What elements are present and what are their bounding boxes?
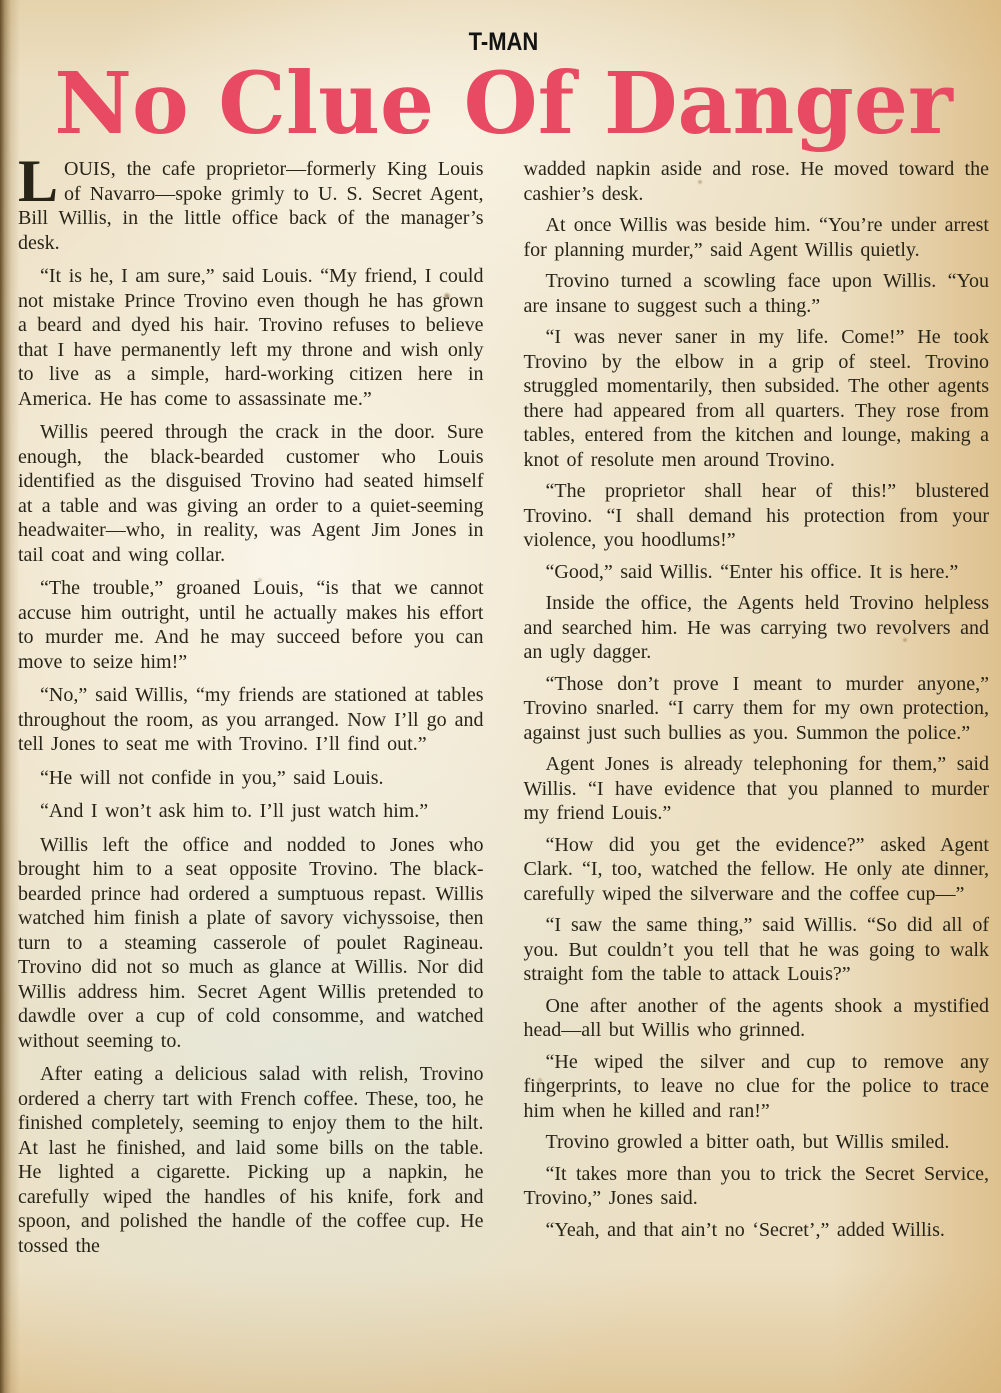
story-paragraph: “I saw the same thing,” said Willis. “So did all of you. But couldn’t you tell that he was going to walk straight fom the table to attack Louis?” (523, 914, 989, 985)
story-paragraph: One after another of the agents shook a mystified head—all but Willis who grinned. (523, 994, 989, 1041)
right-column (524, 157, 990, 1249)
story-paragraph: Agent Jones is already telephoning for them,” said Willis. “I have evidence that you planned to murder my friend Louis.” (523, 753, 989, 824)
story-paragraph: “It takes more than you to trick the Secret Service, Trovino,” Jones said. (523, 1162, 989, 1209)
story-paragraph: “He will not confide in you,” said Louis. (40, 766, 384, 789)
text-columns (18, 148, 989, 1267)
story-paragraph: “The trouble,” groaned Louis, “is that we cannot accuse him outright, until he actually makes his effort to murder me. And he may succeed before you can move to seize him!” (18, 577, 484, 673)
story-paragraph: “Yeah, and that ain’t no ‘Secret’,” added Willis. (545, 1218, 945, 1241)
story-paragraph: “He wiped the silver and cup to remove any fingerprints, to leave no clue for the police to trace him when he killed and ran!” (523, 1050, 989, 1122)
story-paragraph-text: OUIS, the cafe proprietor—formerly King Louis of Navarro—spoke grimly to U. S. Secret Agent, Bill Willis, in the little office back of the manager’s desk. (18, 158, 484, 254)
story-paragraph: At once Willis was beside him. “You’re under arrest for planning murder,” said Agent Willis quietly. (523, 214, 989, 261)
story-paragraph: Inside the office, the Agents held Trovino helpless and searched him. He was carrying two revolvers and an ugly dagger. (523, 592, 989, 663)
story-paragraph: “Those don’t prove I meant to murder anyone,” Trovino snarled. “I carry them for my own protection, against just such bullies as you. Summon the police.” (523, 672, 989, 744)
story-paragraph (18, 148, 484, 255)
magazine-title: T-MAN (468, 28, 539, 56)
story-paragraph: Willis left the office and nodded to Jones who brought him to a seat opposite Trovino. The black-bearded prince had ordered a sumptuous repast. Willis watched him finish a plate of savory vichyssoise, then turn to a steaming casserole of poulet Ragineau. Trovino did not so much as glance at Willis. Nor did Willis address him. Secret Agent Willis pretended to dawdle over a cup of cold consomme, and watched without seeming to. (18, 833, 484, 1052)
story-paragraph: “It is he, I am sure,” said Louis. “My friend, I could not mistake Prince Trovino even though he has grown a beard and dyed his hair. Trovino refuses to believe that I have permanently left my throne and wish only to live as a simple, hard-working citizen here in America. He has come to assassinate me.” (18, 265, 484, 410)
story-paragraph: “Good,” said Willis. “Enter his office. It is here.” (545, 560, 959, 583)
story-paragraph: “I was never saner in my life. Come!” He took Trovino by the elbow in a grip of steel. Trovino struggled momentarily, then subsided. The other agents there had appeared from all quarters. They rose from tables, entered from the kitchen and lounge, making a knot of resolute men around Trovino. (523, 326, 989, 471)
story-paragraph: “The proprietor shall hear of this!” blustered Trovino. “I shall demand his protection from your violence, you hoodlums!” (523, 480, 989, 551)
story-title: No Clue Of Danger (54, 54, 953, 154)
story-paragraph: Trovino turned a scowling face upon Willis. “You are insane to suggest such a thing.” (523, 270, 989, 317)
story-paragraph: “How did you get the evidence?” asked Agent Clark. “I, too, watched the fellow. He only ate dinner, carefully wiped the silverware and the coffee cup—” (523, 833, 989, 905)
story-paragraph: Willis peered through the crack in the door. Sure enough, the black-bearded customer who Louis identified as the disguised Trovino had seated himself at a table and was giving an order to a quiet-seeming headwaiter—who, in reality, was Agent Jim Jones in tail coat and wing collar. (18, 421, 484, 566)
left-column (18, 148, 484, 1267)
story-paragraph: “And I won’t ask him to. I’ll just watch him.” (40, 800, 429, 822)
drop-cap: L (18, 148, 59, 214)
story-paragraph: After eating a delicious salad with relish, Trovino ordered a cherry tart with French coffee. These, too, he finished completely, seeming to enjoy them to the hilt. At last he finished, and laid some bills on the table. He lighted a cigarette. Picking up a napkin, he carefully wiped the handles of his knife, fork and spoon, and polished the handle of the coffee cup. He tossed the (18, 1063, 484, 1257)
story-paragraph: Trovino growled a bitter oath, but Willis smiled. (545, 1131, 950, 1153)
story-paragraph: “No,” said Willis, “my friends are stationed at tables throughout the room, as you arranged. Now I’ll go and tell Jones to seat me with Trovino. I’ll find out.” (18, 684, 484, 755)
story-paragraph: wadded napkin aside and rose. He moved toward the cashier’s desk. (523, 158, 989, 205)
